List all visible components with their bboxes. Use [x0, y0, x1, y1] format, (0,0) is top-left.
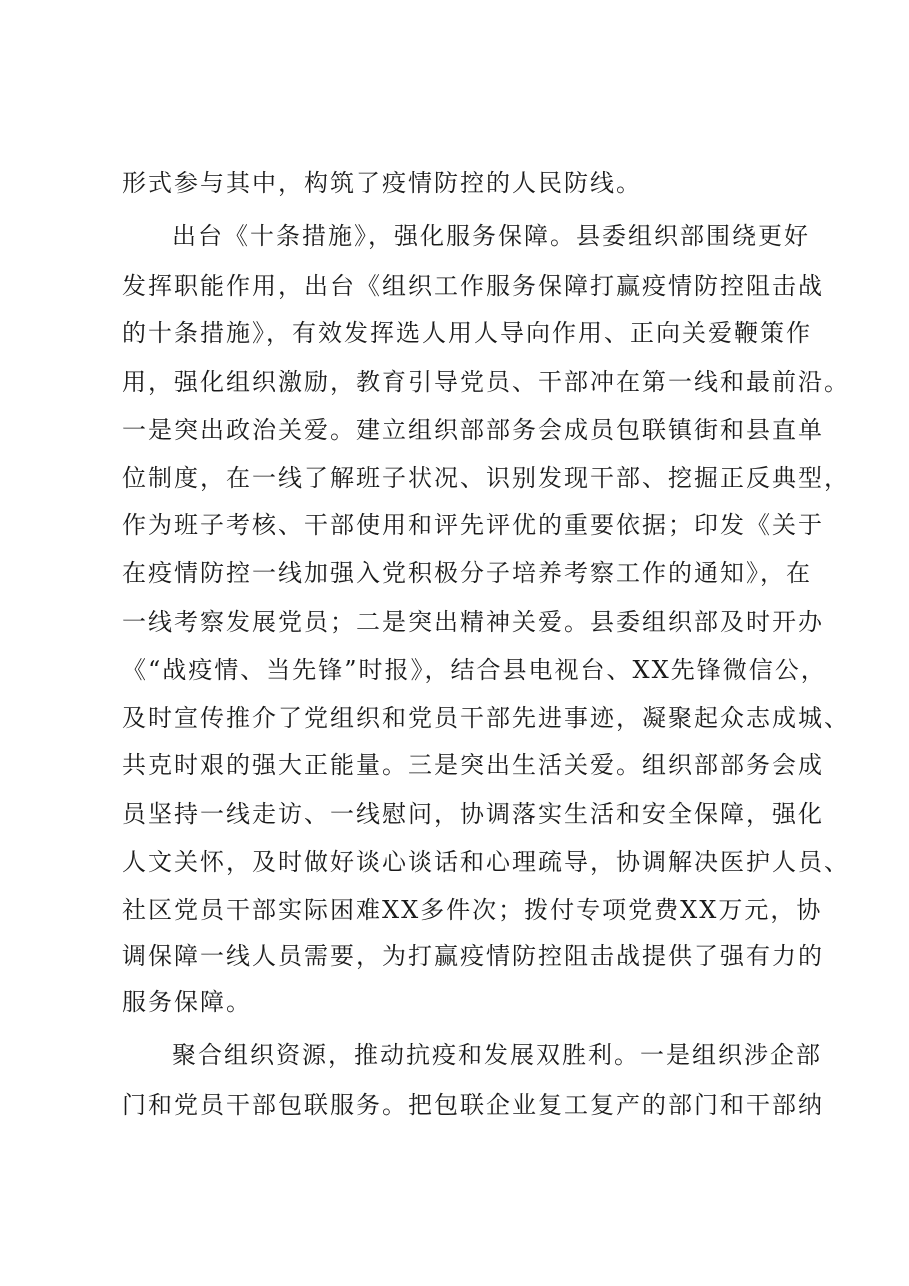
paragraph-start-line: 出台《十条措施》，强化服务保障。县委组织部围绕更好: [172, 222, 810, 250]
body-line-11: 《“战疫情、当先锋”时报》，结合县电视台、XX先锋微信公，: [122, 656, 827, 684]
body-line-14: 员坚持一线走访、一线慰问，协调落实生活和安全保障，强化: [122, 800, 824, 828]
body-line-6: 一是突出政治关爱。建立组织部部务会成员包联镇街和县直单: [122, 416, 824, 444]
body-line-4: 的十条措施》，有效发挥选人用人导向作用、正向关爱鞭策作: [122, 319, 812, 347]
paragraph-start-line: 聚合组织资源，推动抗疫和发展双胜利。一是组织涉企部: [172, 1041, 822, 1069]
body-line-13: 共克时艰的强大正能量。三是突出生活关爱。组织部部务会成: [122, 751, 824, 779]
body-line-20: 门和党员干部包联服务。把包联企业复工复产的部门和干部纳: [122, 1091, 824, 1119]
body-line-17: 调保障一线人员需要，为打赢疫情防控阻击战提供了强有力的: [122, 942, 824, 970]
body-line-8: 作为班子考核、干部使用和评先评优的重要依据；印发《关于: [122, 511, 824, 539]
body-line-10: 一线考察发展党员；二是突出精神关爱。县委组织部及时开办: [122, 608, 824, 636]
body-line-9: 在疫情防控一线加强入党积极分子培养考察工作的通知》，在: [122, 559, 812, 587]
body-line-7: 位制度，在一线了解班子状况、识别发现干部、挖掘正反典型，: [122, 464, 850, 492]
body-line-1: 形式参与其中，构筑了疫情防控的人民防线。: [122, 169, 642, 197]
body-line-16: 社区党员干部实际困难XX多件次；拨付专项党费XX万元，协: [122, 896, 823, 924]
body-line-12: 及时宣传推介了党组织和党员干部先进事迹，凝聚起众志成城、: [122, 704, 850, 732]
body-line-5: 用，强化组织激励，教育引导党员、干部冲在第一线和最前沿。: [122, 368, 850, 396]
body-line-15: 人文关怀，及时做好谈心谈话和心理疏导，协调解决医护人员、: [122, 848, 850, 876]
body-line-3: 发挥职能作用，出台《组织工作服务保障打赢疫情防控阻击战: [122, 272, 824, 300]
body-line-18: 服务保障。: [122, 988, 252, 1016]
